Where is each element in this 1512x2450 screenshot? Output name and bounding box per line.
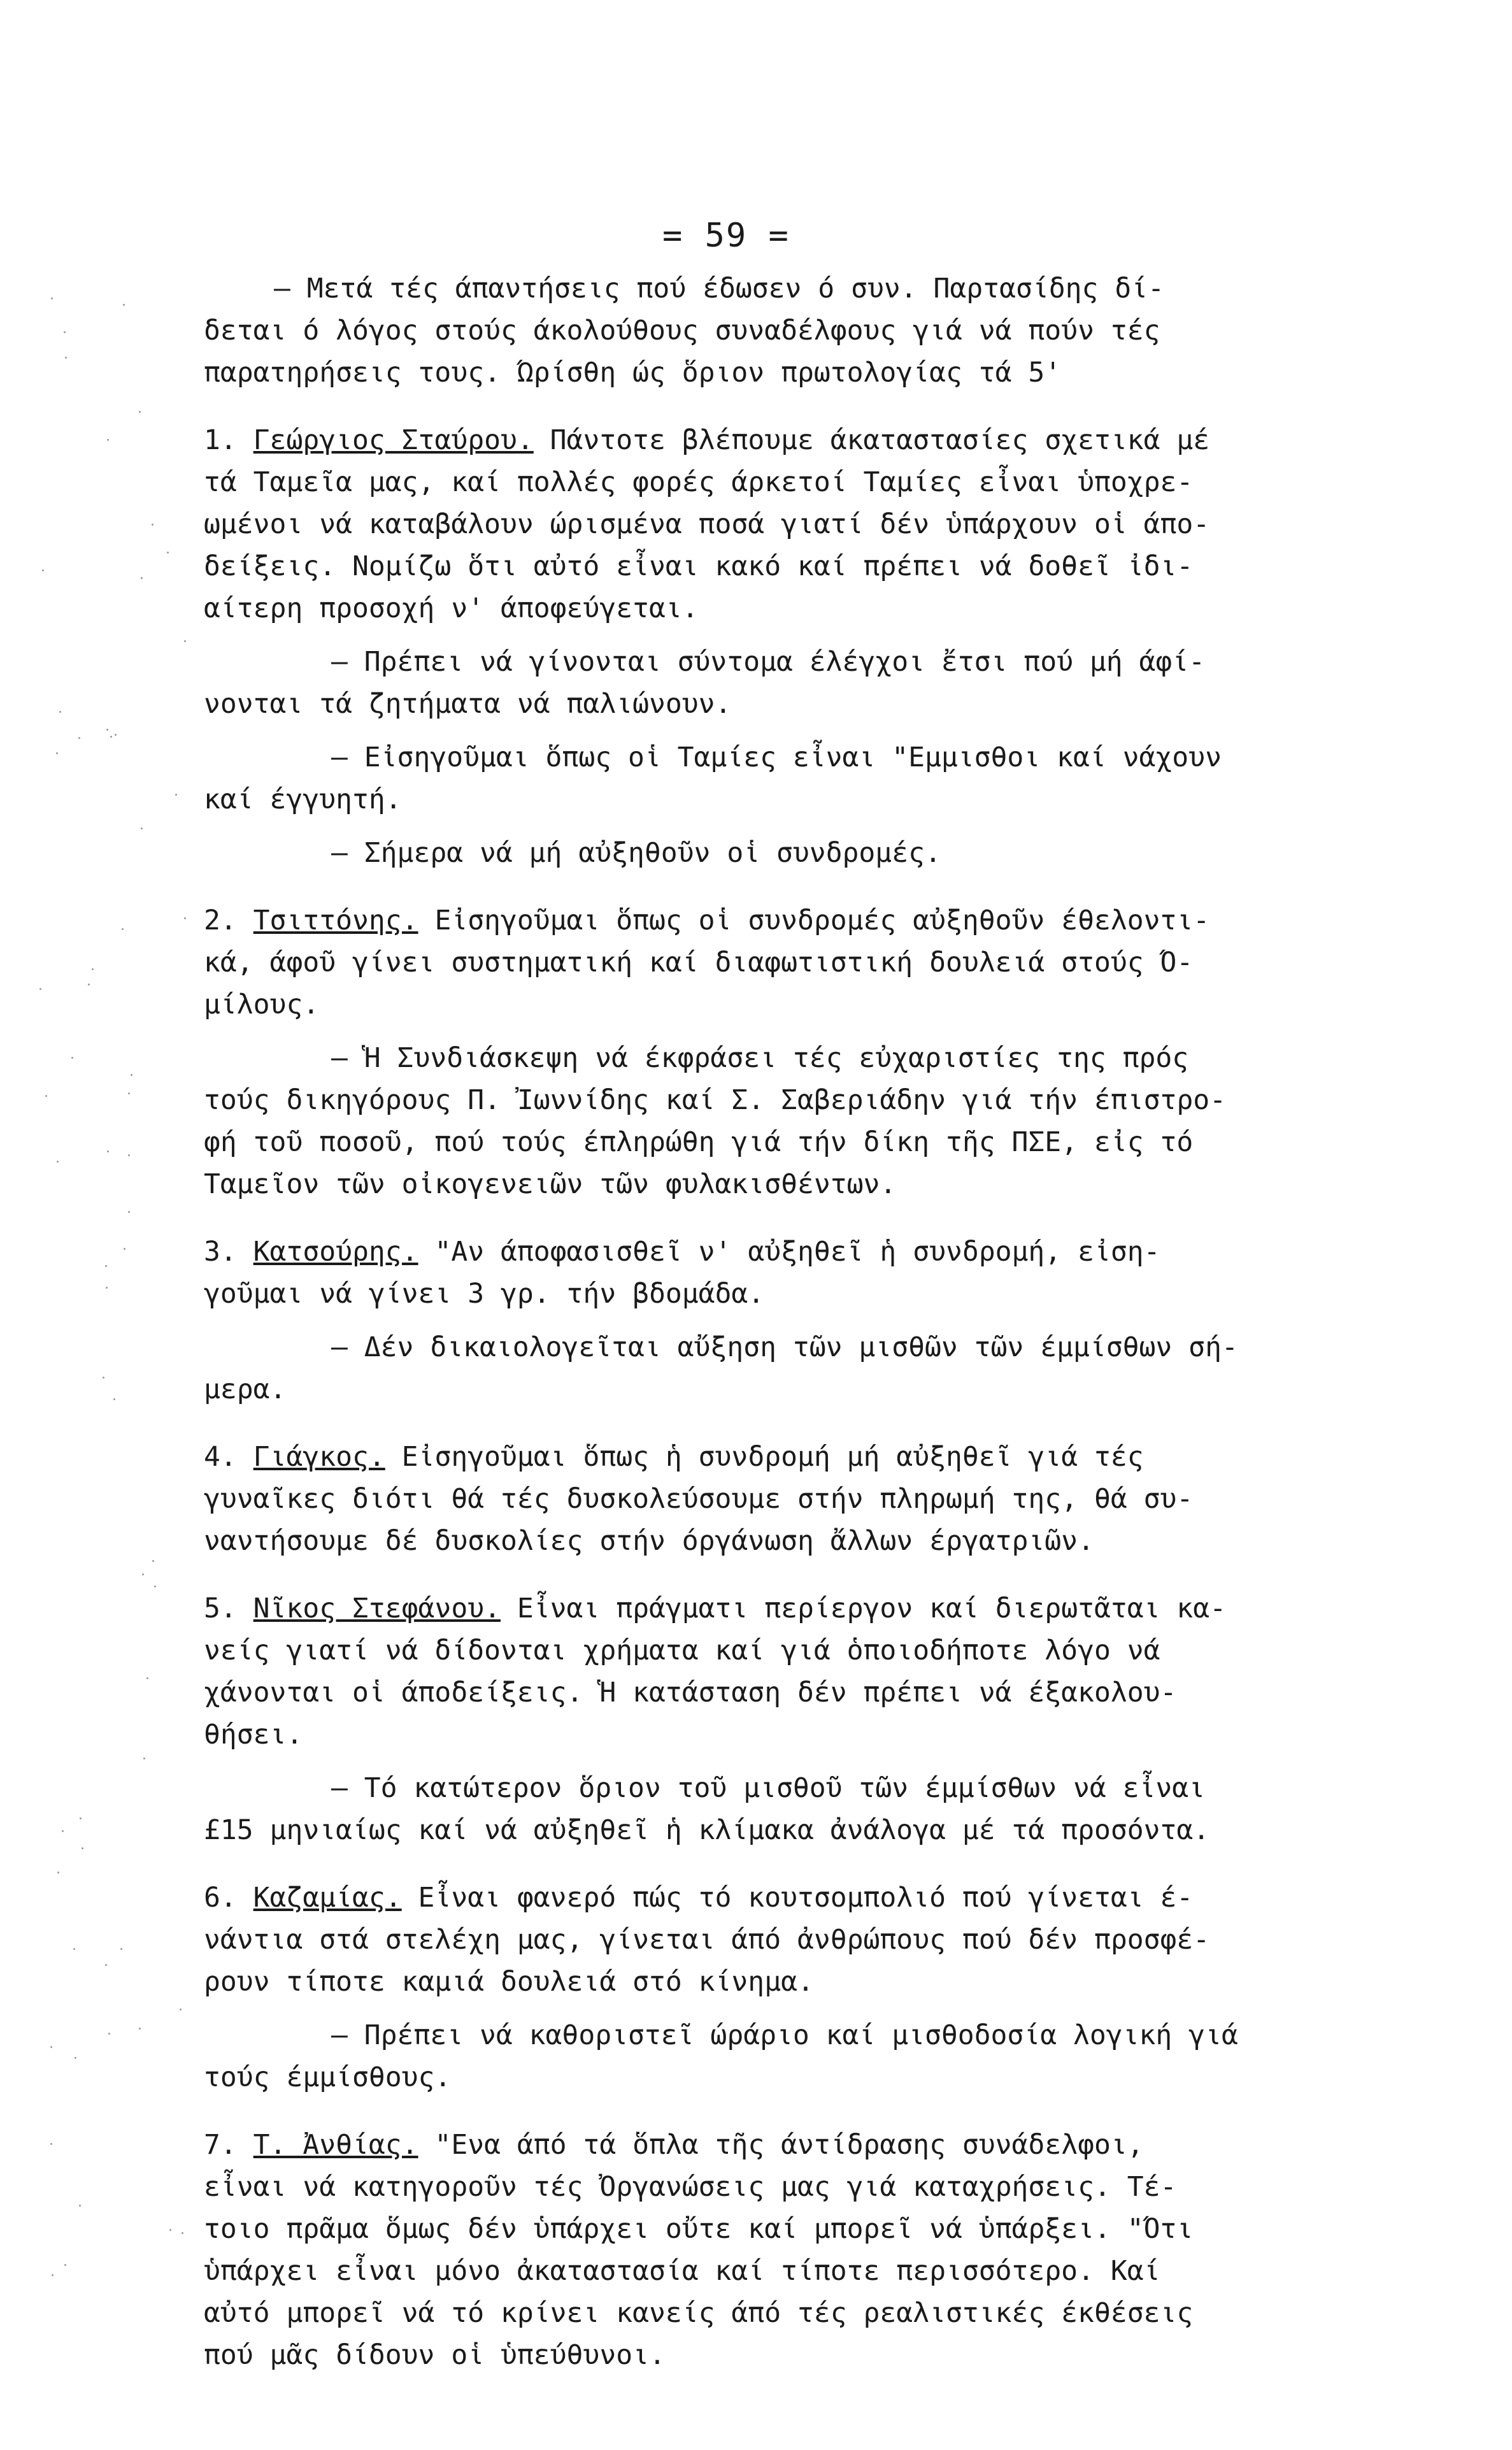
scan-speck: [78, 737, 80, 739]
scan-speck: [79, 2205, 81, 2207]
scan-speck: [167, 552, 169, 554]
scan-speck: [50, 2143, 52, 2145]
scan-speck: [56, 752, 58, 754]
intro-paragraph: [204, 268, 1401, 394]
scan-speck: [39, 988, 41, 990]
text-line: — Μετά τές άπαντήσεις πού έδωσεν ό συν. Παρτασίδης δί-: [274, 273, 1164, 304]
scan-speck: [50, 2046, 52, 2048]
page-number: = 59 =: [662, 217, 790, 255]
speaker-entry: [204, 1231, 1401, 1315]
text-line: "Αν άποφασισθεῖ ν' αὐξηθεῖ ἡ συνδρομή, εἰση-: [418, 1236, 1160, 1268]
speaker-point: [204, 832, 1401, 874]
text-line: Εἶναι πράγματι περίεργον καί διερωτᾶται κα-: [501, 1593, 1227, 1624]
scan-speck: [120, 1948, 122, 1950]
scan-speck: [169, 2229, 171, 2231]
text-line: — Δέν δικαιολογεῖται αὔξηση τῶν μισθῶν τῶν έμμίσθων σή-: [331, 1331, 1238, 1363]
scan-speck: [184, 917, 186, 919]
entry-number: 5.: [204, 1593, 237, 1624]
speaker-entry: [204, 1877, 1401, 2003]
scan-speck: [75, 2057, 76, 2059]
text-line: — Σήμερα νά μή αὐξηθοῦν οἱ συνδρομές.: [331, 837, 941, 869]
speaker-entry: [204, 899, 1401, 1026]
scan-speck: [42, 570, 44, 571]
scan-speck: [65, 357, 67, 359]
text-line: νάντια στά στελέχη μας, γίνεται άπό ἀνθρώπους πού δέν προσφέ-: [204, 1924, 1210, 1956]
text-line: παρατηρήσεις τους. Ώρίσθη ώς ὅριον πρωτολογίας τά 5': [204, 357, 1062, 389]
scan-speck: [146, 1677, 148, 1679]
scan-speck: [154, 1586, 156, 1587]
speaker-point: [204, 1767, 1401, 1851]
scan-speck: [57, 1161, 59, 1163]
text-line: ὑπάρχει εἶναι μόνο ἀκαταστασία καί τίποτε περισσότερο. Καί: [204, 2255, 1160, 2287]
text-line: Εἰσηγοῦμαι ὅπως ἡ συνδρομή μή αὐξηθεῖ γιά τές: [385, 1441, 1144, 1473]
text-line: ωμένοι νά καταβάλουν ώρισμένα ποσά γιατί δέν ὑπάρχουν οἱ άπο-: [204, 508, 1210, 540]
scan-speck: [103, 1377, 104, 1379]
scan-speck: [122, 928, 124, 930]
text-line: νείς γιατί νά δίδονται χρήματα καί γιά ὁποιοδήποτε λόγο νά: [204, 1635, 1160, 1666]
scan-speck: [123, 304, 125, 306]
document-body: [204, 268, 1401, 2376]
scan-speck: [107, 1150, 109, 1152]
scan-speck: [88, 984, 90, 985]
text-line: — Εἰσηγοῦμαι ὅπως οἱ Ταμίες εἶναι "Εμμισθοι καί νάχουν: [331, 741, 1222, 773]
scan-speck: [131, 1074, 132, 1076]
text-line: αὐτό μπορεῖ νά τό κρίνει κανείς άπό τές ρεαλιστικές έκθέσεις: [204, 2297, 1194, 2329]
scan-speck: [45, 1095, 47, 1097]
text-line: γοῦμαι νά γίνει 3 γρ. τήν βδομάδα.: [204, 1278, 765, 1310]
text-line: δεται ό λόγος στούς άκολούθους συναδέλφους γιά νά πούν τές: [204, 315, 1160, 347]
speaker-name: Κατσούρης.: [253, 1236, 418, 1268]
speaker-entry: [204, 2124, 1401, 2376]
scan-speck: [128, 1211, 130, 1213]
speaker-name: Καζαμίας.: [253, 1882, 402, 1914]
scan-speck: [62, 1830, 64, 1832]
text-line: αίτερη προσοχή ν' άποφεύγεται.: [204, 592, 699, 624]
speaker-point: [204, 736, 1401, 820]
scan-speck: [143, 1758, 145, 1759]
scan-speck: [128, 1092, 130, 1094]
text-line: γυναῖκες διότι θά τές δυσκολεύσουμε στήν πληρωμή της, θά συ-: [204, 1483, 1194, 1515]
scan-speck: [152, 1560, 154, 1562]
text-line: μερα.: [204, 1373, 287, 1405]
entry-number: 2.: [204, 905, 237, 936]
speaker-name: Τ. Ἀνθίας.: [253, 2129, 418, 2161]
scan-speck: [52, 2274, 53, 2276]
text-line: — Ἡ Συνδιάσκεψη νά έκφράσει τές εὐχαριστίες της πρός: [331, 1042, 1189, 1074]
speaker-entry: [204, 1436, 1401, 1562]
entry-number: 1.: [204, 424, 237, 456]
text-line: δείξεις. Νομίζω ὅτι αὐτό εἶναι κακό καί πρέπει νά δοθεῖ ἰδι-: [204, 550, 1194, 582]
speaker-name: Γιάγκος.: [253, 1441, 385, 1473]
scan-speck: [128, 1154, 130, 1156]
scan-speck: [82, 1847, 83, 1849]
speaker-name: Τσιττόνης.: [253, 905, 418, 936]
entry-number: 4.: [204, 1441, 237, 1473]
scan-speck: [57, 1872, 59, 1873]
text-line: Ταμεῖον τῶν οἰκογενειῶν τῶν φυλακισθέντων.: [204, 1168, 897, 1200]
entry-number: 3.: [204, 1236, 237, 1268]
scan-speck: [110, 736, 112, 738]
scan-speck: [71, 1057, 73, 1059]
text-line: — Τό κατώτερον ὅριον τοῦ μισθοῦ τῶν έμμίσθων νά εἶναι: [331, 1772, 1206, 1804]
entry-number: 7.: [204, 2129, 237, 2161]
text-line: νονται τά ζητήματα νά παλιώνουν.: [204, 688, 732, 720]
text-line: κά, άφοῦ γίνει συστηματική καί διαφωτιστική δουλειά στούς Ό-: [204, 947, 1194, 978]
text-line: τούς δικηγόρους Π. Ἰωννίδης καί Σ. Σαβεριάδην γιά τήν έπιστρο-: [204, 1084, 1227, 1116]
text-line: τοιο πρᾶμα ὅμως δέν ὑπάρχει οὔτε καί μπορεῖ νά ὑπάρξει. "Ότι: [204, 2213, 1194, 2245]
scan-speck: [139, 411, 141, 413]
scan-speck: [105, 1265, 107, 1267]
scan-speck: [107, 439, 109, 441]
scan-speck: [92, 968, 94, 970]
scan-speck: [139, 2028, 141, 2030]
text-line: εἶναι νά κατηγοροῦν τές Ὀργανώσεις μας γιά καταχρήσεις. Τέ-: [204, 2171, 1177, 2203]
speaker-name: Γεώργιος Σταύρου.: [253, 424, 534, 456]
speaker-point: [204, 641, 1401, 725]
text-line: — Πρέπει νά καθοριστεῖ ώράριο καί μισθοδοσία λογική γιά: [331, 2019, 1238, 2051]
text-line: "Ενα άπό τά ὅπλα τῆς άντίδρασης συνάδελφοι,: [418, 2129, 1144, 2161]
text-line: ρουν τίποτε καμιά δουλειά στό κίνημα.: [204, 1966, 814, 1998]
scan-speck: [182, 2232, 183, 2234]
speaker-name: Νῖκος Στεφάνου.: [253, 1593, 501, 1624]
scan-speck: [141, 577, 143, 579]
speaker-entry: [204, 419, 1401, 629]
scan-speck: [105, 1964, 107, 1966]
scan-speck: [106, 1287, 108, 1289]
scan-speck: [59, 711, 61, 713]
text-line: μίλους.: [204, 989, 320, 1021]
scan-speck: [64, 331, 66, 333]
text-line: Εἶναι φανερό πώς τό κουτσομπολιό πού γίνεται έ-: [401, 1882, 1194, 1914]
scan-speck: [64, 2264, 66, 2266]
text-line: τά Ταμεῖα μας, καί πολλές φορές άρκετοί Ταμίες εἶναι ὑποχρε-: [204, 466, 1194, 498]
text-line: Εἰσηγοῦμαι ὅπως οἱ συνδρομές αὐξηθοῦν έθελοντι-: [418, 905, 1210, 936]
speaker-point: [204, 2014, 1401, 2098]
scan-speck: [106, 729, 108, 731]
text-line: φή τοῦ ποσοῦ, πού τούς έπληρώθη γιά τήν δίκη τῆς ΠΣΕ, εἰς τό: [204, 1126, 1194, 1158]
text-line: — Πρέπει νά γίνονται σύντομα έλέγχοι ἔτσι πού μή άφί-: [331, 646, 1206, 678]
scan-speck: [108, 2033, 110, 2035]
scan-speck: [175, 794, 177, 796]
scan-speck: [124, 1248, 125, 1250]
text-line: £15 μηνιαίως καί νά αὐξηθεῖ ἡ κλίμακα ἀνάλογα μέ τά προσόντα.: [204, 1814, 1210, 1846]
scan-speck: [152, 524, 153, 526]
text-line: χάνονται οἱ άποδείξεις. Ἡ κατάσταση δέν πρέπει νά έξακολου-: [204, 1677, 1177, 1709]
speaker-point: [204, 1037, 1401, 1205]
scan-speck: [184, 640, 186, 642]
scan-speck: [113, 1398, 115, 1400]
text-line: τούς έμμίσθους.: [204, 2061, 452, 2093]
scan-speck: [73, 1948, 75, 1950]
text-line: καί έγγυητή.: [204, 784, 402, 815]
text-line: πού μᾶς δίδουν οἱ ὑπεύθυνοι.: [204, 2339, 666, 2371]
scan-speck: [180, 2009, 182, 2010]
text-line: θήσει.: [204, 1719, 303, 1751]
scan-speck: [80, 1817, 82, 1819]
scan-speck: [51, 297, 53, 299]
speaker-entry: [204, 1587, 1401, 1756]
entry-number: 6.: [204, 1882, 237, 1914]
speaker-point: [204, 1326, 1401, 1410]
text-line: Πάντοτε βλέπουμε άκαταστασίες σχετικά μέ: [533, 424, 1210, 456]
scan-speck: [142, 1573, 144, 1575]
scan-speck: [141, 827, 143, 829]
scan-speck: [115, 734, 117, 736]
text-line: ναντήσουμε δέ δυσκολίες στήν όργάνωση ἄλλων έργατριῶν.: [204, 1525, 1094, 1557]
